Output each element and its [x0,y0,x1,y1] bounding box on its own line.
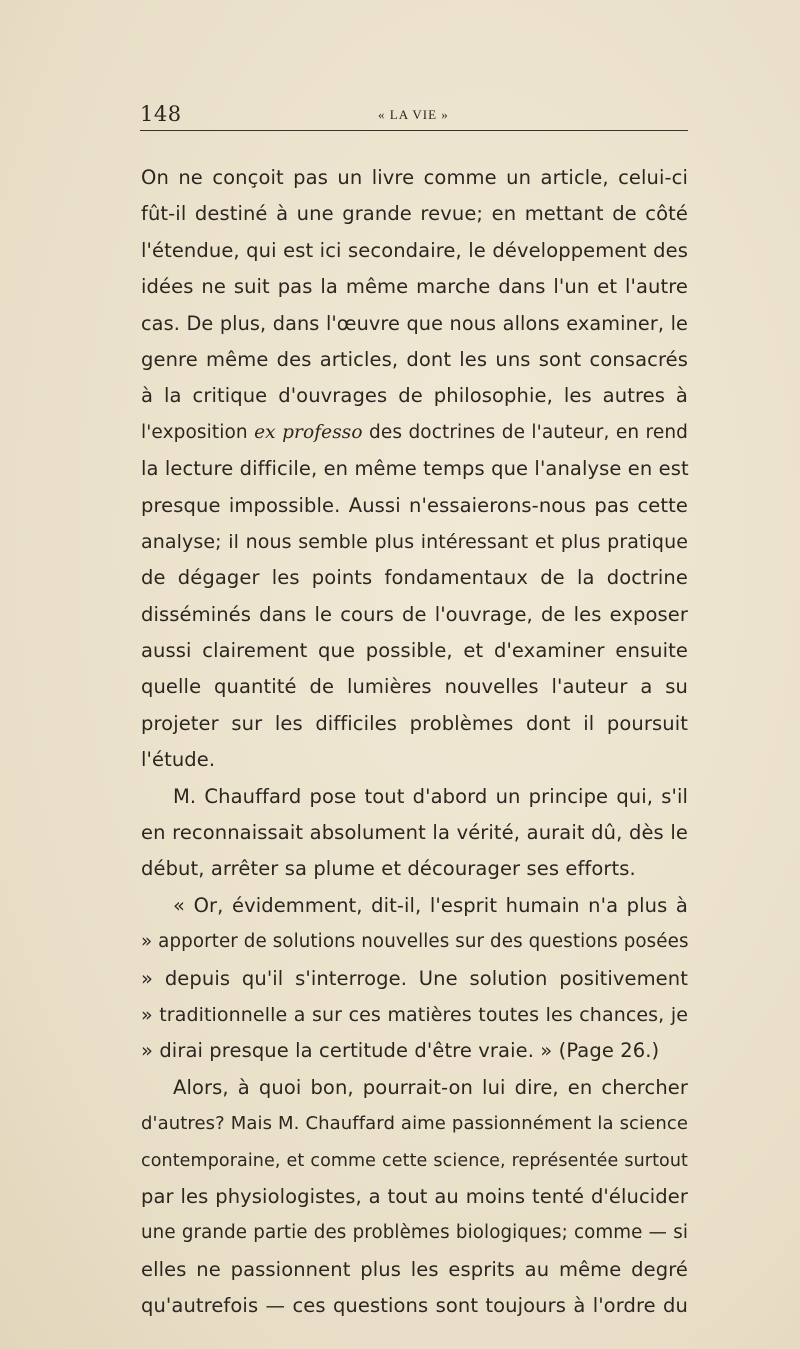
text-line: par les physiologistes, a tout au moins tenté d'élucider [141,1184,688,1208]
running-title: « LA VIE » [378,107,449,122]
text-line: la lecture difficile, en même temps que l'analyse en est [141,457,689,481]
text-line: une grande partie des problèmes biologiques; comme — si [141,1222,688,1244]
text-segment: l'exposition [141,421,248,443]
text-line: l'étendue, qui est ici secondaire, le développement des [141,238,688,262]
text-line: à la critique d'ouvrages de philosophie, les autres à [141,384,688,408]
quote-line: « Or, évidemment, dit-il, l'esprit humain n'a plus à [173,893,688,917]
text-line: l'étude. [141,748,216,772]
text-line: contemporaine, et comme cette science, représentée surtout [141,1150,688,1171]
header-rule [140,130,688,131]
text-line: idées ne suit pas la même marche dans l'un et l'autre [141,275,688,299]
quote-line: » apporter de solutions nouvelles sur des questions posées [141,931,689,953]
text-line: fût-il destiné à une grande revue; en mettant de côté [141,202,688,226]
latin-phrase: ex professo [254,421,363,443]
quote-line: » traditionnelle a sur ces matières toutes les chances, je [141,1003,688,1026]
text-line: M. Chauffard pose tout d'abord un principe qui, s'il [173,784,688,808]
text-line: aussi clairement que possible, et d'examiner ensuite [141,639,688,663]
text-line: presque impossible. Aussi n'essaierons-nous pas cette [141,493,688,517]
text-line: quelle quantité de lumières nouvelles l'auteur a su [141,675,688,699]
text-line: qu'autrefois — ces questions sont toujours à l'ordre du [141,1294,688,1318]
text-line: genre même des articles, dont les uns sont consacrés [141,347,688,371]
text-line: en reconnaissait absolument la vérité, aurait dû, dès le [141,821,688,845]
quote-line: » dirai presque la certitude d'être vraie. » (Page 26.) [141,1039,660,1063]
text-line: analyse; il nous semble plus intéressant et plus pratique [141,530,688,553]
text-line: disséminés dans le cours de l'ouvrage, de les exposer [141,602,688,626]
body-text [141,160,688,1325]
page-number: 148 [140,102,182,126]
text-line: elles ne passionnent plus les esprits au même degré [141,1257,688,1281]
running-head [140,102,688,126]
quote-line: » depuis qu'il s'interroge. Une solution positivement [141,966,688,990]
text-segment: des doctrines de l'auteur, en rend [369,421,688,443]
text-line: Alors, à quoi bon, pourrait-on lui dire, en chercher [173,1075,688,1099]
text-line: de dégager les points fondamentaux de la doctrine [141,566,688,590]
text-line: projeter sur les difficiles problèmes dont il poursuit [141,711,688,735]
text-line: début, arrêter sa plume et décourager ses efforts. [141,857,636,881]
text-line: On ne conçoit pas un livre comme un article, celui-ci [141,166,688,189]
text-line: d'autres? Mais M. Chauffard aime passionnément la science [141,1113,688,1135]
text-line-italic-phrase [141,415,688,451]
text-line: cas. De plus, dans l'œuvre que nous allons examiner, le [141,311,688,335]
